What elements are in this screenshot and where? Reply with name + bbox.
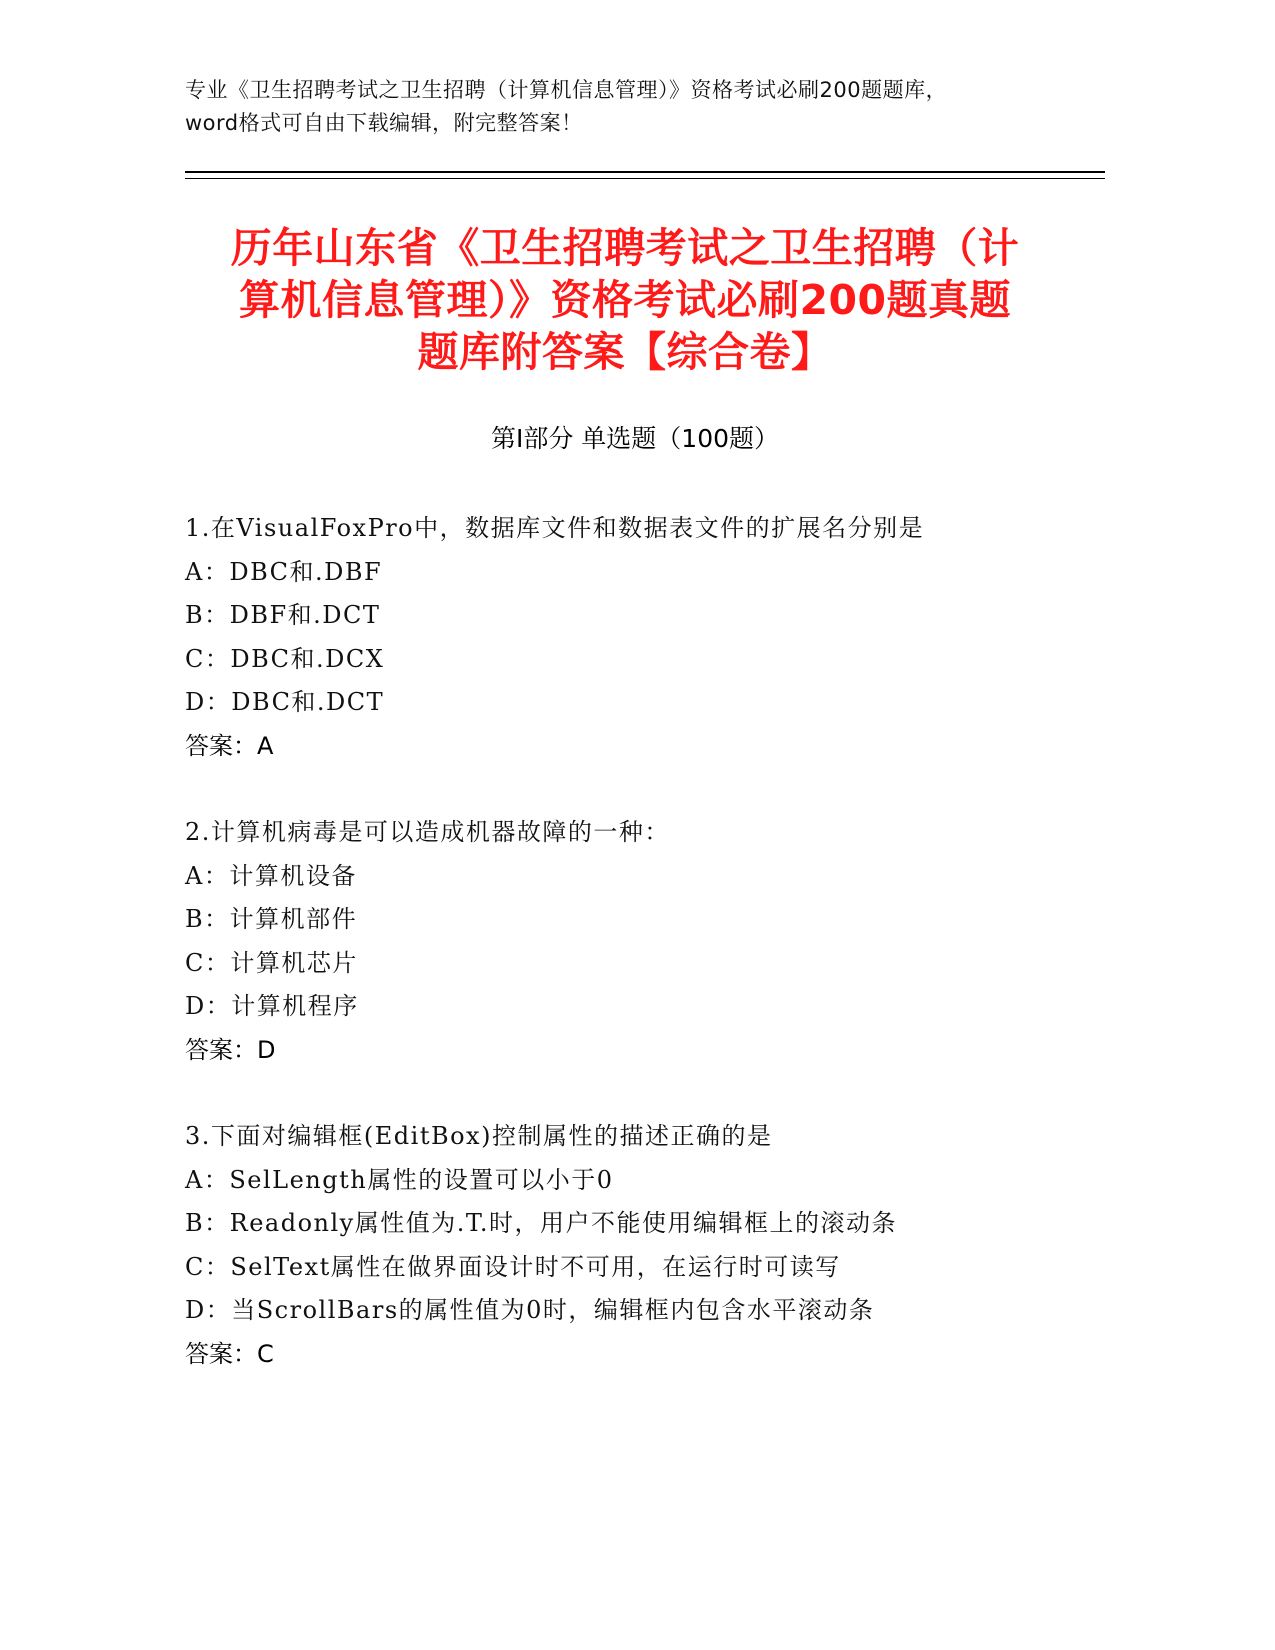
header-note-line-2: word格式可自由下载编辑，附完整答案！ <box>185 111 583 135</box>
option-a: A：计算机设备 <box>185 861 357 890</box>
option-c: C：计算机芯片 <box>185 948 358 977</box>
option-b: B：计算机部件 <box>185 905 358 933</box>
answer-line: 答案：A <box>185 731 274 760</box>
answer-line: 答案：D <box>185 1035 276 1064</box>
question-2 <box>185 811 1105 1072</box>
option-c: C：DBC和.DCX <box>185 644 385 673</box>
question-list <box>185 507 1105 1419</box>
header-note-line-1: 专业《卫生招聘考试之卫生招聘（计算机信息管理）》资格考试必刷200题题库， <box>185 78 948 102</box>
document-title <box>185 222 1065 378</box>
option-b: B：DBF和.DCT <box>185 601 381 629</box>
option-d: D：DBC和.DCT <box>185 688 385 716</box>
option-b: B：Readonly属性值为.T.时，用户不能使用编辑框上的滚动条 <box>185 1209 897 1237</box>
question-stem: 2.计算机病毒是可以造成机器故障的一种： <box>185 818 670 846</box>
question-stem: 3.下面对编辑框(EditBox)控制属性的描述正确的是 <box>185 1122 773 1150</box>
document-title-line-2: 算机信息管理）》资格考试必刷200题真题 <box>238 276 1012 324</box>
document-title-line-1: 历年山东省《卫生招聘考试之卫生招聘（计 <box>230 224 1020 272</box>
question-3 <box>185 1115 1105 1376</box>
option-d: D：当ScrollBars的属性值为0时，编辑框内包含水平滚动条 <box>185 1296 875 1324</box>
option-c: C：SelText属性在做界面设计时不可用，在运行时可读写 <box>185 1252 841 1281</box>
section-title: 第Ⅰ部分 单选题（100题） <box>490 424 780 453</box>
header-note <box>185 74 1105 140</box>
question-1 <box>185 507 1105 768</box>
option-a: A：DBC和.DBF <box>185 557 383 586</box>
header-divider-thin <box>185 178 1105 179</box>
header-divider-thick <box>185 171 1105 173</box>
answer-line: 答案：C <box>185 1339 274 1368</box>
option-a: A：SelLength属性的设置可以小于0 <box>185 1165 614 1194</box>
document-title-line-3: 题库附答案【综合卷】 <box>417 328 833 376</box>
question-stem: 1.在VisualFoxPro中，数据库文件和数据表文件的扩展名分别是 <box>185 514 925 542</box>
option-d: D：计算机程序 <box>185 992 359 1020</box>
